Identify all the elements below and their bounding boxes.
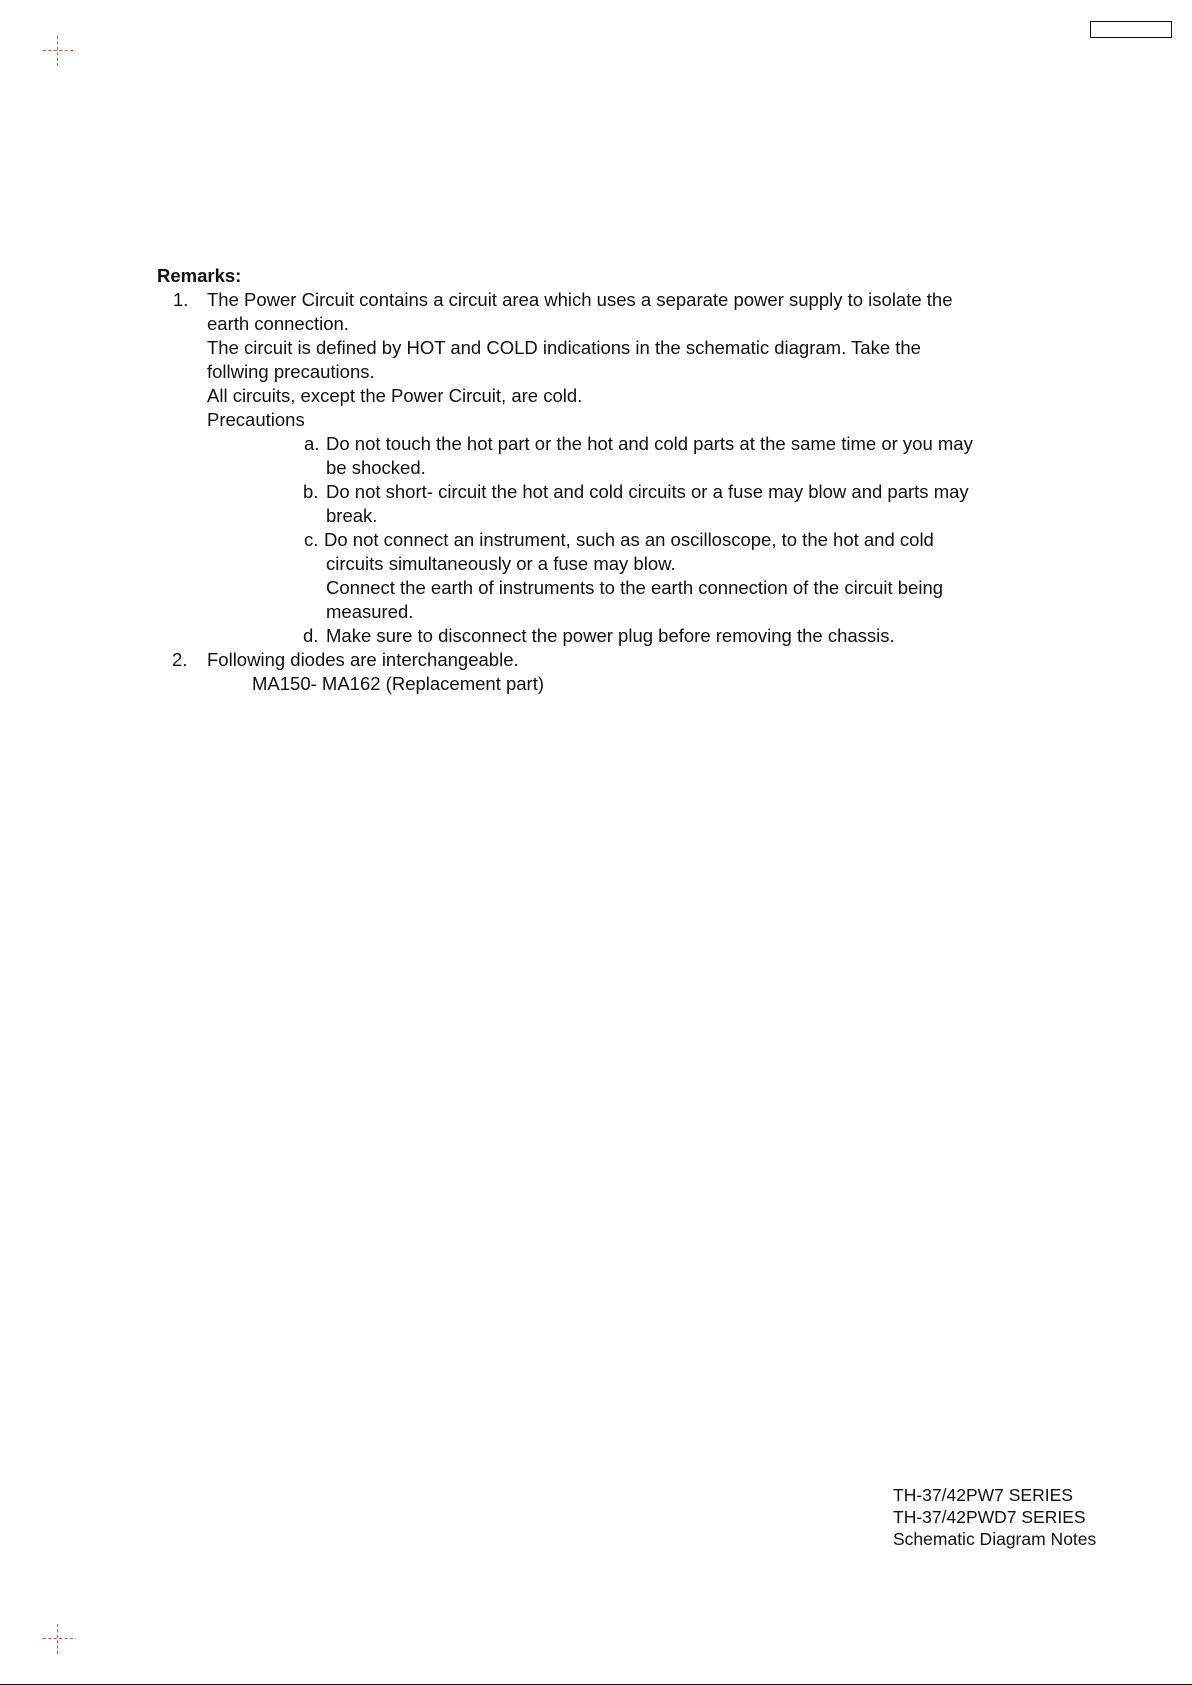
precaution-b-line-1: Do not short- circuit the hot and cold circuits or a fuse may blow and parts may	[326, 481, 969, 502]
item-1-line-5: All circuits, except the Power Circuit, are cold.	[207, 385, 583, 406]
crop-mark-top-left	[43, 36, 73, 66]
precaution-a-marker: a.	[304, 433, 320, 454]
document-footer	[893, 1484, 1096, 1550]
item-1-line-3: The circuit is defined by HOT and COLD indications in the schematic diagram. Take the	[207, 337, 921, 358]
footer-series-1: TH-37/42PW7 SERIES	[893, 1485, 1073, 1505]
precaution-b-line-2: break.	[326, 505, 378, 526]
page-number-box	[1090, 21, 1172, 38]
precaution-d-marker: d.	[303, 625, 319, 646]
precaution-c-line-3: Connect the earth of instruments to the earth connection of the circuit being	[326, 577, 944, 598]
item-1-line-2: earth connection.	[207, 313, 349, 334]
item-1-line-1: The Power Circuit contains a circuit area which uses a separate power supply to isolate the	[207, 289, 953, 310]
crop-mark-bottom-left	[43, 1624, 73, 1654]
precaution-a-line-1: Do not touch the hot part or the hot and cold parts at the same time or you may	[326, 433, 973, 454]
item-2-line-1: Following diodes are interchangeable.	[207, 649, 519, 670]
remarks-heading: Remarks:	[157, 265, 242, 286]
precautions-label: Precautions	[207, 409, 305, 430]
precaution-a-line-2: be shocked.	[326, 457, 426, 478]
item-2-number: 2.	[172, 649, 188, 670]
precaution-c-line-2: circuits simultaneously or a fuse may blow.	[326, 553, 676, 574]
item-1-number: 1.	[173, 289, 189, 310]
footer-section-title: Schematic Diagram Notes	[893, 1529, 1097, 1549]
precaution-c-marker: c.	[304, 529, 319, 550]
item-1-line-4: follwing precautions.	[207, 361, 375, 382]
precaution-c-line-1: Do not connect an instrument, such as an oscilloscope, to the hot and cold	[324, 529, 934, 550]
precaution-c-line-4: measured.	[326, 601, 414, 622]
precaution-b-marker: b.	[303, 481, 319, 502]
precaution-d-line-1: Make sure to disconnect the power plug before removing the chassis.	[326, 625, 895, 646]
footer-series-2: TH-37/42PWD7 SERIES	[893, 1507, 1086, 1527]
item-2-line-2: MA150- MA162 (Replacement part)	[252, 673, 545, 694]
